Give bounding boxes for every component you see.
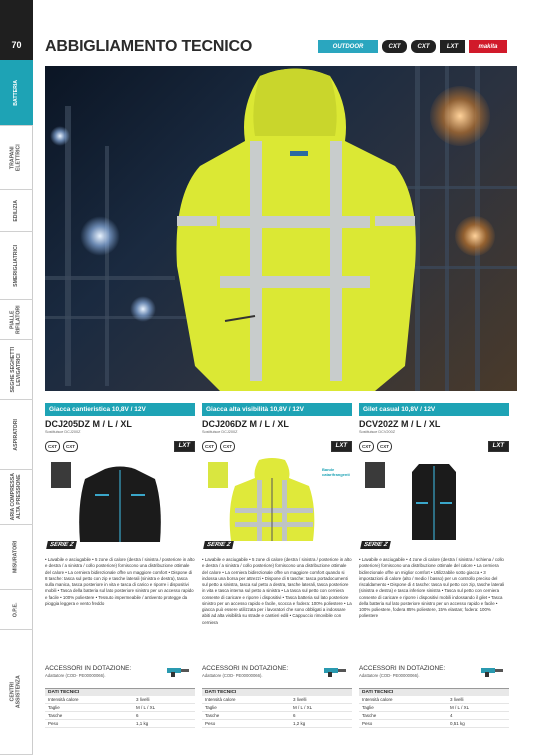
spec-key: Tasche: [362, 713, 377, 718]
spec-key: Taglie: [48, 705, 60, 710]
lxt-icon: LXT: [488, 441, 509, 452]
spec-key: Intensità calore: [205, 697, 236, 702]
adapter-icon: [322, 665, 348, 677]
product-model: DCV202Z M / L / XL: [359, 419, 441, 429]
platform-icons: [202, 440, 352, 452]
spec-key: Taglie: [205, 705, 217, 710]
sidebar-item-1[interactable]: [0, 60, 33, 126]
series-z-badge: SERIE Z: [46, 541, 77, 549]
spec-value: M / L / XL: [136, 705, 156, 710]
chapter-sidebar: [0, 0, 33, 755]
adapter-icon: [479, 665, 505, 677]
accessories-title: ACCESSORI IN DOTAZIONE:: [45, 665, 132, 672]
sidebar-item-9[interactable]: [0, 525, 33, 590]
spec-value: 3 livelli: [136, 697, 150, 702]
sidebar-item-label: EDILIZIA: [12, 199, 19, 222]
product-category-header: Giacca alta visibilità 10,8V / 12V: [202, 403, 352, 416]
adapter-icon: [165, 665, 191, 677]
sidebar-item-label: PIALLE RIFILATORI: [9, 305, 22, 334]
product-description: • Lavabile e asciugabile • 4 zone di calore (destra / sinistra / schiena / collo posteriore) forniscono una distribuzione ottimale del calore • La cerniera bidirezionale offre un miglior comfort • Utilizzabile sotto giacca • 3 impostazioni di calore (alto / medio / basso) per un controllo preciso del riscaldamento • Dispone di 4 tasche: tasca sul petto con zip, tasche laterali (sinistra e destra) e tasca inferiore sinistra • Tasca sul petto con cerniera consente di caricare e riporre i dispositivi mobili indossando il gilet • Tasca della batteria sul lato posteriore sinistro per un accesso rapido e facile • 100% poliestere, fodera 85% poliestere, 15% elastan; fodera: 100% poliestere: [359, 557, 505, 619]
sidebar-item-label: O.P.E.: [12, 602, 19, 617]
sidebar-item-label: ARIA COMPRESSA ALTA PRESSIONE: [9, 473, 22, 521]
header-logos: [318, 40, 507, 53]
spec-value: 3 livelli: [450, 697, 464, 702]
product-description: • Lavabile e asciugabile • 5 zone di calore (destra / sinistra / posteriore in alto e destra / a sinistra / collo posteriore) forniscono una distribuzione ottimale del calore • La cerniera bidirezionale offre un maggiore comfort quando si indossa una borsa per attrezzi • Dispone di 6 tasche: tasca portadocumenti sul petto a sinistra, tasca sul petto a destra, tasche laterali, tasca posteriore in vita e tasca interna sul petto a sinistra • La tasca sul petto con cerniera consente di caricare e riporre i dispositivi • Tasca batteria sul lato posteriore sinistro per un accesso rapido e facile, scocca e fodera: 100% poliestere • La giacca può essere utilizzata per i lavoratori che sono obbligati a indossare abiti ad alta visibilità su strade e cantieri edili • Cappuccio rimovibile con cerniera: [202, 557, 352, 625]
sidebar-item-3[interactable]: [0, 190, 33, 232]
cxt-logo: CXT: [411, 40, 436, 53]
series-z-badge: SERIE Z: [360, 541, 391, 549]
product-category-header: Gilet casual 10,8V / 12V: [359, 403, 509, 416]
product-replaces-code: Sostituisce DCJ200Z: [202, 430, 238, 434]
sidebar-item-11[interactable]: [0, 630, 33, 755]
spec-key: Tasche: [205, 713, 220, 718]
sidebar-item-label: SEGHE SEGHETTI LEVIGATRICI: [9, 346, 22, 393]
spec-row: [202, 720, 352, 728]
spec-value: 1,2 kg: [293, 721, 306, 726]
cxt-logo: CXT: [382, 40, 407, 53]
accessories-title: ACCESSORI IN DOTAZIONE:: [359, 665, 446, 672]
sidebar-item-6[interactable]: [0, 340, 33, 400]
spec-row: [359, 696, 509, 704]
reflective-bands-note: Bande catarifrangenti: [322, 467, 350, 477]
accessories-text: Adattatore (COD- PE00000066).: [359, 673, 420, 678]
spec-table: [202, 688, 352, 728]
cxt-icon: CXT: [220, 441, 235, 452]
spec-value: 6: [293, 713, 296, 718]
spec-table-header: DATI TECNICI: [45, 689, 195, 696]
spec-table: [359, 688, 509, 728]
product-model: DCJ205DZ M / L / XL: [45, 419, 132, 429]
sidebar-item-4[interactable]: [0, 232, 33, 300]
product-image: [202, 456, 352, 551]
spec-row: [202, 712, 352, 720]
spec-table-header: DATI TECNICI: [202, 689, 352, 696]
lxt-icon: LXT: [331, 441, 352, 452]
product-replaces-code: Sostituisce DCJ200Z: [45, 430, 81, 434]
spec-key: Intensità calore: [362, 697, 393, 702]
lxt-icon: LXT: [174, 441, 195, 452]
cxt-icon: CXT: [63, 441, 78, 452]
spec-key: Peso: [205, 721, 216, 726]
sidebar-item-label: ASPIRATORI: [12, 418, 19, 451]
sidebar-item-10[interactable]: [0, 590, 33, 630]
spec-value: 1,1 kg: [136, 721, 149, 726]
spec-value: 3 livelli: [293, 697, 307, 702]
product-column: [359, 403, 509, 728]
spec-key: Peso: [48, 721, 59, 726]
spec-key: Intensità calore: [48, 697, 79, 702]
product-category-header: Giacca cantieristica 10,8V / 12V: [45, 403, 195, 416]
page-title: ABBIGLIAMENTO TECNICO: [45, 38, 253, 55]
product-model: DCJ206DZ M / L / XL: [202, 419, 289, 429]
sidebar-item-label: SMERIGLIATRICI: [12, 244, 19, 287]
outdoor-badge: OUTDOOR: [318, 40, 378, 53]
sidebar-item-label: BATTERIA: [12, 79, 19, 106]
accessories-text: Adattatore (COD- PE00000066).: [202, 673, 263, 678]
page-number: 70: [0, 0, 33, 60]
cxt-icon: CXT: [202, 441, 217, 452]
spec-key: Tasche: [48, 713, 63, 718]
spec-row: [359, 704, 509, 712]
spec-row: [202, 704, 352, 712]
spec-row: [359, 720, 509, 728]
product-image: [45, 456, 195, 551]
spec-value: 6: [136, 713, 139, 718]
platform-icons: [45, 440, 195, 452]
sidebar-item-label: TRAPANI ELETTRICI: [9, 144, 22, 171]
spec-row: [359, 712, 509, 720]
accessories-text: Adattatore (COD- PE00000066).: [45, 673, 106, 678]
hero-photo: [45, 66, 517, 391]
spec-table: [45, 688, 195, 728]
accessories-title: ACCESSORI IN DOTAZIONE:: [202, 665, 289, 672]
product-column: [202, 403, 352, 728]
cxt-icon: CXT: [45, 441, 60, 452]
cxt-icon: CXT: [359, 441, 374, 452]
series-z-badge: SERIE Z: [203, 541, 234, 549]
product-description: • Lavabile e asciugabile • 5 zone di calore (destra / sinistra / posteriore in alto e destra / a sinistra / collo posteriore) forniscono una distribuzione ottimale del calore • La cerniera bidirezionale offre un maggiore comfort • Dispone di 8 tasche: tasca sul petto con zip e tasche laterali (sinistra e destra), tasca sulla manica, tasca posteriore in vita e tasca di carico e riporre i dispositivi mobili • Tasca della batteria sul lato posteriore sinistro per un accesso rapido e facile • 100% poliestere • Tessuto impermeabile / antivento protegge da pioggia leggera e vento freddo: [45, 557, 195, 606]
platform-icons: [359, 440, 509, 452]
spec-row: [45, 720, 195, 728]
spec-value: 0,51 kg: [450, 721, 465, 726]
sidebar-item-7[interactable]: [0, 400, 33, 470]
makita-logo: makita: [469, 40, 507, 53]
cxt-icon: CXT: [377, 441, 392, 452]
sidebar-item-label: MISURATORI: [12, 540, 19, 574]
product-replaces-code: Sostituisce DCV200Z: [359, 430, 396, 434]
spec-value: 4: [450, 713, 453, 718]
spec-value: M / L / XL: [293, 705, 313, 710]
product-image: [359, 456, 509, 551]
spec-row: [45, 712, 195, 720]
spec-value: M / L / XL: [450, 705, 470, 710]
spec-row: [45, 696, 195, 704]
sidebar-item-2[interactable]: [0, 126, 33, 190]
sidebar-item-8[interactable]: [0, 470, 33, 525]
product-column: [45, 403, 195, 728]
spec-key: Peso: [362, 721, 373, 726]
lxt-logo: LXT: [440, 40, 465, 53]
spec-row: [202, 696, 352, 704]
spec-table-header: DATI TECNICI: [359, 689, 509, 696]
sidebar-item-5[interactable]: [0, 300, 33, 340]
spec-key: Taglie: [362, 705, 374, 710]
sidebar-item-label: CENTRI ASSISTENZA: [9, 675, 22, 709]
spec-row: [45, 704, 195, 712]
hi-vis-jacket-illustration: [165, 66, 425, 391]
